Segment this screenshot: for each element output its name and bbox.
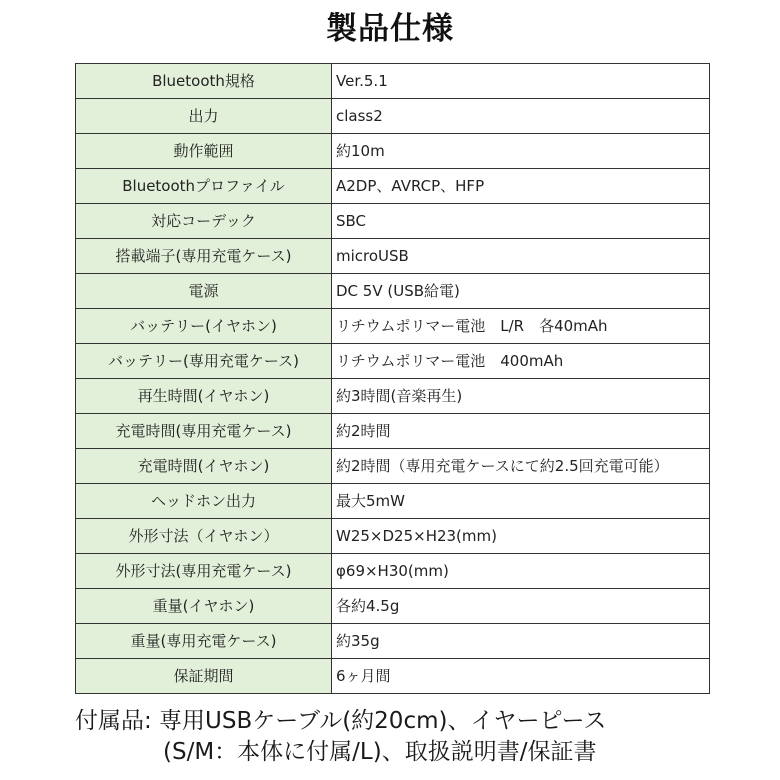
spec-value: 6ヶ月間 [332, 659, 710, 694]
spec-label: 重量(イヤホン) [76, 589, 332, 624]
spec-label: Bluetooth規格 [76, 64, 332, 99]
spec-label: 出力 [76, 99, 332, 134]
table-row [76, 169, 710, 204]
spec-label: 電源 [76, 274, 332, 309]
spec-value: A2DP、AVRCP、HFP [332, 169, 710, 204]
spec-value: microUSB [332, 239, 710, 274]
table-row [76, 239, 710, 274]
spec-value: Ver.5.1 [332, 64, 710, 99]
spec-label: 充電時間(専用充電ケース) [76, 414, 332, 449]
spec-value: 約10m [332, 134, 710, 169]
spec-label: 対応コーデック [76, 204, 332, 239]
spec-value: リチウムポリマー電池 400mAh [332, 344, 710, 379]
spec-label: 動作範囲 [76, 134, 332, 169]
spec-value: 約2時間 [332, 414, 710, 449]
table-row [76, 344, 710, 379]
spec-value: SBC [332, 204, 710, 239]
table-row [76, 589, 710, 624]
spec-label: 外形寸法（イヤホン） [76, 519, 332, 554]
accessories-note [75, 706, 775, 768]
spec-value: W25×D25×H23(mm) [332, 519, 710, 554]
table-row [76, 134, 710, 169]
spec-label: バッテリー(イヤホン) [76, 309, 332, 344]
accessories-line-2: (S/M：本体に付属/L)、取扱説明書/保証書 [163, 739, 597, 765]
table-row [76, 624, 710, 659]
table-row [76, 274, 710, 309]
table-row [76, 99, 710, 134]
page-title: 製品仕様 [326, 11, 454, 47]
spec-label: 重量(専用充電ケース) [76, 624, 332, 659]
spec-label: 充電時間(イヤホン) [76, 449, 332, 484]
spec-value: class2 [332, 99, 710, 134]
spec-label: Bluetoothプロファイル [76, 169, 332, 204]
spec-value: 約3時間(音楽再生) [332, 379, 710, 414]
spec-label: バッテリー(専用充電ケース) [76, 344, 332, 379]
spec-value: 各約4.5g [332, 589, 710, 624]
spec-label: ヘッドホン出力 [76, 484, 332, 519]
spec-value: DC 5V (USB給電) [332, 274, 710, 309]
spec-value: リチウムポリマー電池 L/R 各40mAh [332, 309, 710, 344]
table-row [76, 414, 710, 449]
table-row [76, 484, 710, 519]
spec-table [75, 63, 710, 694]
spec-value: 最大5mW [332, 484, 710, 519]
spec-label: 再生時間(イヤホン) [76, 379, 332, 414]
spec-label: 保証期間 [76, 659, 332, 694]
spec-value: 約35g [332, 624, 710, 659]
table-row [76, 204, 710, 239]
spec-value: 約2時間（専用充電ケースにて約2.5回充電可能） [332, 449, 710, 484]
spec-label: 搭載端子(専用充電ケース) [76, 239, 332, 274]
table-row [76, 554, 710, 589]
table-row [76, 659, 710, 694]
table-row [76, 449, 710, 484]
table-row [76, 64, 710, 99]
table-row [76, 519, 710, 554]
table-row [76, 309, 710, 344]
spec-value: φ69×H30(mm) [332, 554, 710, 589]
table-row [76, 379, 710, 414]
accessories-line-1: 付属品: 専用USBケーブル(約20cm)、イヤーピース [75, 708, 607, 734]
spec-label: 外形寸法(専用充電ケース) [76, 554, 332, 589]
